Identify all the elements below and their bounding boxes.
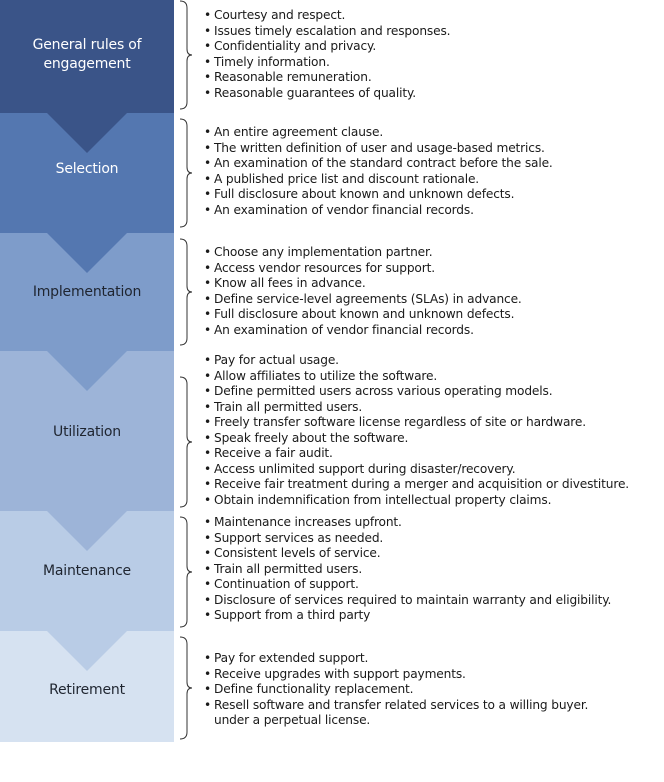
stage-label xyxy=(0,562,174,581)
list-item-text: Pay for actual usage. xyxy=(214,353,339,367)
list-item xyxy=(204,446,664,462)
curly-brace-icon xyxy=(176,238,194,346)
bullet-icon: • xyxy=(204,291,212,306)
list-item xyxy=(204,323,664,339)
stage-chevron-shape xyxy=(0,0,174,153)
curly-brace-icon xyxy=(176,516,194,628)
bullet-icon: • xyxy=(204,492,212,507)
curly-brace-path xyxy=(180,637,192,739)
list-item-text: Know all fees in advance. xyxy=(214,276,366,290)
stage-label xyxy=(0,283,174,302)
list-item xyxy=(204,187,664,203)
bullet-icon: • xyxy=(204,171,212,186)
list-item-text: A published price list and discount rationale. xyxy=(214,171,480,186)
bullet-icon: • xyxy=(204,682,212,696)
list-item xyxy=(204,24,664,40)
bullet-icon: • xyxy=(204,608,212,622)
stage-label xyxy=(0,681,174,700)
stage-item-list xyxy=(204,353,664,508)
list-item xyxy=(204,39,664,55)
curly-brace-icon xyxy=(176,118,194,228)
list-item-text: Continuation of support. xyxy=(214,577,359,591)
list-item-text: Confidentiality and privacy. xyxy=(214,39,377,53)
list-item-text: Support from a third party xyxy=(214,608,371,622)
bullet-icon: • xyxy=(204,307,212,321)
curly-brace-icon xyxy=(176,0,194,110)
bullet-icon: • xyxy=(204,384,212,398)
list-item-text: Define functionality replacement. xyxy=(214,682,414,696)
list-item-text: Support services as needed. xyxy=(214,530,384,545)
bullet-icon: • xyxy=(204,461,212,476)
list-item xyxy=(204,531,664,547)
list-item-text: Full disclosure about known and unknown defects. xyxy=(214,307,515,321)
list-item xyxy=(204,546,664,562)
list-item-text: Consistent levels of service. xyxy=(214,546,381,560)
list-item-text: Timely information. xyxy=(214,54,330,69)
list-item xyxy=(204,515,664,531)
list-item xyxy=(204,667,664,683)
bullet-icon: • xyxy=(204,260,212,275)
stage-label-line: Selection xyxy=(55,161,119,177)
bullet-icon: • xyxy=(204,8,212,22)
bullet-icon: • xyxy=(204,85,212,100)
bullet-icon: • xyxy=(204,430,212,445)
stage-item-list xyxy=(204,245,664,338)
curly-brace-path xyxy=(180,1,192,109)
list-item-text: Access unlimited support during disaster/recovery. xyxy=(214,461,516,476)
bullet-icon: • xyxy=(204,70,212,84)
list-item-text: Disclosure of services required to maintain warranty and eligibility. xyxy=(214,592,612,607)
stage-label-line: Maintenance xyxy=(43,563,131,579)
stage-item-list xyxy=(204,515,664,624)
list-item-text: Courtesy and respect. xyxy=(214,8,346,22)
list-item xyxy=(204,276,664,292)
bullet-icon: • xyxy=(204,187,212,201)
stage-label-line: General rules of xyxy=(32,37,142,53)
list-item-text: Train all permitted users. xyxy=(214,561,363,576)
list-item-text: An examination of the standard contract before the sale. xyxy=(214,156,553,170)
list-item-text: Speak freely about the software. xyxy=(214,430,409,445)
list-item xyxy=(204,353,664,369)
curly-brace-path xyxy=(180,377,192,507)
list-item-text: The written definition of user and usage-based metrics. xyxy=(214,140,545,155)
list-item xyxy=(204,55,664,71)
bullet-icon: • xyxy=(204,415,212,429)
list-item-text: Receive a fair audit. xyxy=(214,446,333,460)
bullet-icon: • xyxy=(204,125,212,139)
list-item-text: Resell software and transfer related services to a willing buyer. xyxy=(214,697,589,712)
stage-label-line: Retirement xyxy=(49,682,125,698)
list-item-continuation: under a perpetual license. xyxy=(214,713,371,727)
stage-item-list xyxy=(204,8,664,101)
list-item xyxy=(204,431,664,447)
bullet-icon: • xyxy=(204,202,212,217)
list-item xyxy=(204,698,664,714)
bullet-icon: • xyxy=(204,39,212,53)
bullet-icon: • xyxy=(204,399,212,414)
bullet-icon: • xyxy=(204,697,212,712)
list-item xyxy=(204,172,664,188)
list-item-text: Obtain indemnification from intellectual property claims. xyxy=(214,492,552,507)
list-item-text: Receive fair treatment during a merger and acquisition or divestiture. xyxy=(214,477,630,491)
list-item xyxy=(204,369,664,385)
list-item-text: Reasonable remuneration. xyxy=(214,70,372,84)
list-item xyxy=(204,245,664,261)
list-item xyxy=(204,203,664,219)
list-item-text: An examination of vendor financial records. xyxy=(214,322,474,337)
bullet-icon: • xyxy=(204,322,212,337)
list-item xyxy=(204,156,664,172)
bullet-icon: • xyxy=(204,156,212,170)
list-item-text: An entire agreement clause. xyxy=(214,125,384,139)
bullet-icon: • xyxy=(204,140,212,155)
curly-brace-path xyxy=(180,239,192,345)
list-item-text: Receive upgrades with support payments. xyxy=(214,666,466,681)
bullet-icon: • xyxy=(204,666,212,681)
bullet-icon: • xyxy=(204,23,212,38)
list-item xyxy=(204,261,664,277)
bullet-icon: • xyxy=(204,446,212,460)
list-item-text: Allow affiliates to utilize the software. xyxy=(214,368,438,383)
list-item xyxy=(204,651,664,667)
bullet-icon: • xyxy=(204,561,212,576)
list-item-text: Full disclosure about known and unknown defects. xyxy=(214,187,515,201)
list-item xyxy=(204,462,664,478)
stage-item-list xyxy=(204,125,664,218)
list-item xyxy=(204,8,664,24)
list-item xyxy=(204,400,664,416)
bullet-icon: • xyxy=(204,54,212,69)
stage-chevron xyxy=(0,0,174,153)
list-item-text: Pay for extended support. xyxy=(214,651,369,665)
list-item xyxy=(204,86,664,102)
list-item xyxy=(204,141,664,157)
curly-brace-path xyxy=(180,517,192,627)
list-item xyxy=(204,562,664,578)
bullet-icon: • xyxy=(204,245,212,259)
list-item-text: Define service-level agreements (SLAs) in advance. xyxy=(214,291,522,306)
stage-label xyxy=(0,423,174,442)
stage-label-line: Utilization xyxy=(53,424,121,440)
list-item xyxy=(204,307,664,323)
bullet-icon: • xyxy=(204,577,212,591)
curly-brace-path xyxy=(180,119,192,227)
list-item xyxy=(204,415,664,431)
bullet-icon: • xyxy=(204,276,212,290)
list-item xyxy=(204,384,664,400)
list-item xyxy=(204,477,664,493)
list-item xyxy=(204,125,664,141)
bullet-icon: • xyxy=(204,515,212,529)
stage-label-line: engagement xyxy=(43,56,131,72)
list-item-text: Access vendor resources for support. xyxy=(214,260,435,275)
bullet-icon: • xyxy=(204,530,212,545)
list-item-text: Reasonable guarantees of quality. xyxy=(214,85,417,100)
list-item-text: Freely transfer software license regardless of site or hardware. xyxy=(214,415,586,429)
list-item xyxy=(204,608,664,624)
list-item-text: Choose any implementation partner. xyxy=(214,245,433,259)
stage-label xyxy=(0,36,174,74)
list-item xyxy=(204,593,664,609)
stage-item-list xyxy=(204,651,664,729)
list-item xyxy=(204,577,664,593)
bullet-icon: • xyxy=(204,546,212,560)
list-item-text: Define permitted users across various operating models. xyxy=(214,384,553,398)
curly-brace-icon xyxy=(176,376,194,508)
list-item-text: Issues timely escalation and responses. xyxy=(214,23,451,38)
bullet-icon: • xyxy=(204,368,212,383)
list-item-text: An examination of vendor financial records. xyxy=(214,202,474,217)
bullet-icon: • xyxy=(204,651,212,665)
stage-label-line: Implementation xyxy=(32,284,142,300)
list-item xyxy=(204,493,664,509)
list-item xyxy=(204,682,664,698)
stage-label xyxy=(0,160,174,179)
curly-brace-icon xyxy=(176,636,194,740)
list-item-text: Train all permitted users. xyxy=(214,399,363,414)
bullet-icon: • xyxy=(204,353,212,367)
list-item xyxy=(204,70,664,86)
list-item xyxy=(204,292,664,308)
list-item-text: Maintenance increases upfront. xyxy=(214,515,402,529)
bullet-icon: • xyxy=(204,477,212,491)
bullet-icon: • xyxy=(204,592,212,607)
